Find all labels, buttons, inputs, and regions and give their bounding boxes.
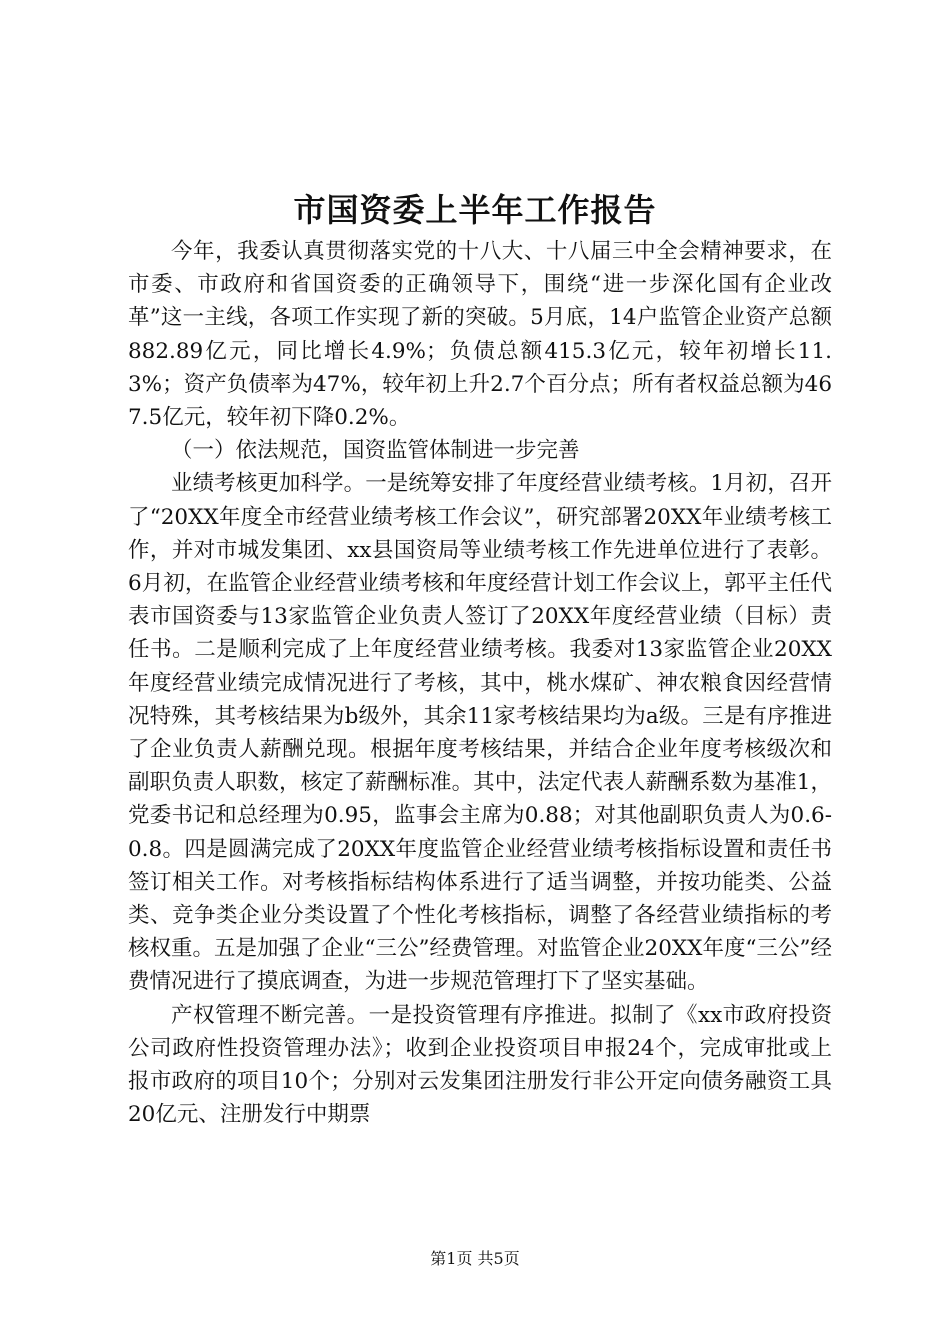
performance-paragraph: 业绩考核更加科学。一是统筹安排了年度经营业绩考核。1月初，召开了“20XX年度全市经营业绩考核工作会议”，研究部署20XX年业绩考核工作，并对市城发集团、xx县国资局等业绩考核工作先进单位进行了表彰。6月初，在监管企业经营业绩考核和年度经营计划工作会议上，郭平主任代表市国资委与13家监管企业负责人签订了20XX年度经营业绩（目标）责任书。二是顺利完成了上年度经营业绩考核。我委对13家监管企业20XX年度经营业绩完成情况进行了考核，其中，桃水煤矿、神农粮食因经营情况特殊，其考核结果为b级外，其余11家考核结果均为a级。三是有序推进了企业负责人薪酬兑现。根据年度考核结果，并结合企业年度考核级次和副职负责人职数，核定了薪酬标准。其中，法定代表人薪酬系数为基准1，党委书记和总经理为0.95，监事会主席为0.88；对其他副职负责人为0.6-0.8。四是圆满完成了20XX年度监管企业经营业绩考核指标设置和责任书签订相关工作。对考核指标结构体系进行了适当调整，并按功能类、公益类、竞争类企业分类设置了个性化考核指标，调整了各经营业绩指标的考核权重。五是加强了企业“三公”经费管理。对监管企业20XX年度“三公”经费情况进行了摸底调查，为进一步规范管理打下了坚实基础。 bbox=[128, 471, 832, 995]
intro-paragraph: 今年，我委认真贯彻落实党的十八大、十八届三中全会精神要求，在市委、市政府和省国资委的正确领导下，围绕“进一步深化国有企业改革”这一主线，各项工作实现了新的突破。5月底，14户监管企业资产总额882.89亿元，同比增长4.9%；负债总额415.3亿元，较年初增长11.3%；资产负债率为47%，较年初上升2.7个百分点；所有者权益总额为467.5亿元，较年初下降0.2%。 bbox=[128, 239, 832, 431]
page-number: 第1页 共5页 bbox=[430, 1249, 520, 1268]
section-heading: （一）依法规范，国资监管体制进一步完善 bbox=[171, 438, 580, 464]
document-body bbox=[128, 235, 832, 1131]
property-paragraph: 产权管理不断完善。一是投资管理有序推进。拟制了《xx市政府投资公司政府性投资管理办法》；收到企业投资项目申报24个，完成审批或上报市政府的项目10个；分别对云发集团注册发行非公开定向债务融资工具20亿元、注册发行中期票 bbox=[128, 1002, 832, 1128]
document-title: 市国资委上半年工作报告 bbox=[293, 191, 657, 229]
